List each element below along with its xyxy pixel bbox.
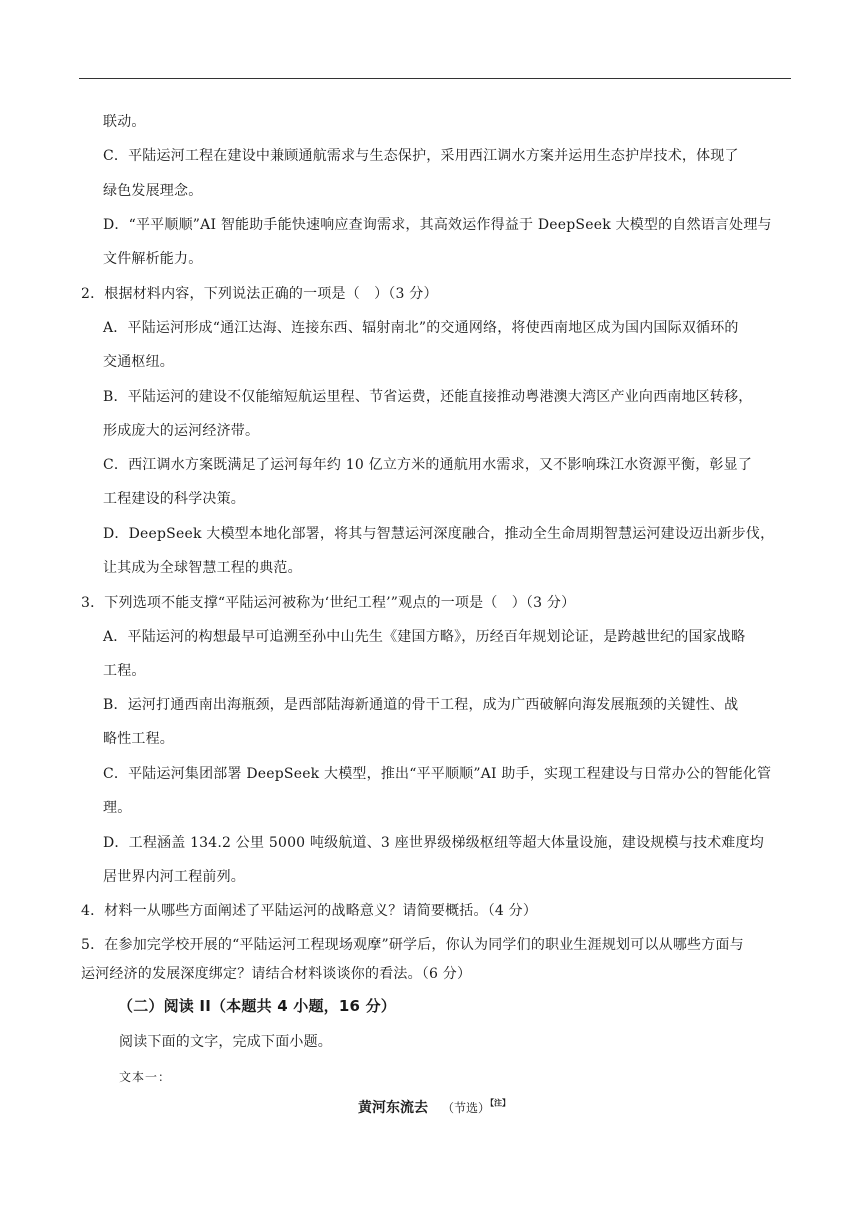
- question-line: 3．下列选项不能支撑“平陆运河被称为‘世纪工程’”观点的一项是（ ）（3 分）: [81, 595, 576, 611]
- question-line: 运河经济的发展深度绑定？请结合材料谈谈你的看法。（6 分）: [81, 966, 472, 982]
- text-line: 阅读下面的文字，完成下面小题。: [119, 1034, 332, 1050]
- text-line: A．平陆运河的构想最早可追溯至孙中山先生《建国方略》，历经百年规划论证，是跨越世纪的国家战略: [103, 629, 746, 645]
- header-rule: [79, 78, 791, 79]
- text-line: 文件解析能力。: [103, 251, 203, 267]
- text-line: 工程。: [103, 663, 146, 679]
- text-line: 形成庞大的运河经济带。: [103, 423, 260, 439]
- text-line: 略性工程。: [103, 731, 174, 747]
- passage-heading: [0, 1097, 868, 1117]
- text-line: C．平陆运河工程在建设中兼顾通航需求与生态保护，采用西江调水方案并运用生态护岸技术，体现了: [103, 148, 739, 164]
- text-line: 文本一：: [119, 1070, 172, 1084]
- text-line: 居世界内河工程前列。: [103, 869, 245, 885]
- text-line: 让其成为全球智慧工程的典范。: [103, 560, 302, 576]
- text-line: D．“平平顺顺”AI 智能助手能快速响应查询需求，其高效运作得益于 DeepSeek 大模型的自然语言处理与: [103, 217, 772, 233]
- text-line: 联动。: [103, 114, 146, 130]
- text-line: D．工程涵盖 134.2 公里 5000 吨级航道、3 座世界级梯级枢纽等超大体量设施，建设规模与技术难度均: [103, 835, 764, 851]
- text-line: B．平陆运河的建设不仅能缩短航运里程、节省运费，还能直接推动粤港澳大湾区产业向西南地区转移，: [103, 389, 753, 405]
- question-line: 2．根据材料内容，下列说法正确的一项是（ ）（3 分）: [81, 286, 438, 302]
- text-line: A．平陆运河形成“通江达海、连接东西、辐射南北”的交通网络，将使西南地区成为国内国际双循环的: [103, 320, 739, 336]
- passage-title: 黄河东流去: [357, 1100, 428, 1116]
- text-line: 绿色发展理念。: [103, 183, 203, 199]
- question-line: 5．在参加完学校开展的“平陆运河工程现场观摩”研学后，你认为同学们的职业生涯规划可以从哪些方面与: [81, 937, 744, 953]
- text-line: C．平陆运河集团部署 DeepSeek 大模型，推出“平平顺顺”AI 助手，实现工程建设与日常办公的智能化管: [103, 766, 772, 782]
- passage-note: （节选）: [441, 1101, 490, 1115]
- text-line: D．DeepSeek 大模型本地化部署，将其与智慧运河深度融合，推动全生命周期智慧运河建设迈出新步伐，: [103, 526, 775, 542]
- text-line: C．西江调水方案既满足了运河每年约 10 亿立方米的通航用水需求，又不影响珠江水资源平衡，彰显了: [103, 457, 753, 473]
- passage-note-mark: 【注】: [490, 1097, 510, 1108]
- text-line: B．运河打通西南出海瓶颈，是西部陆海新通道的骨干工程，成为广西破解向海发展瓶颈的关键性、战: [103, 697, 739, 713]
- text-line: 工程建设的科学决策。: [103, 491, 245, 507]
- text-line: 理。: [103, 800, 132, 816]
- question-line: 4．材料一从哪些方面阐述了平陆运河的战略意义？请简要概括。（4 分）: [81, 903, 538, 919]
- section-heading: （二）阅读 II（本题共 4 小题，16 分）: [118, 997, 396, 1015]
- text-line: 交通枢纽。: [103, 354, 174, 370]
